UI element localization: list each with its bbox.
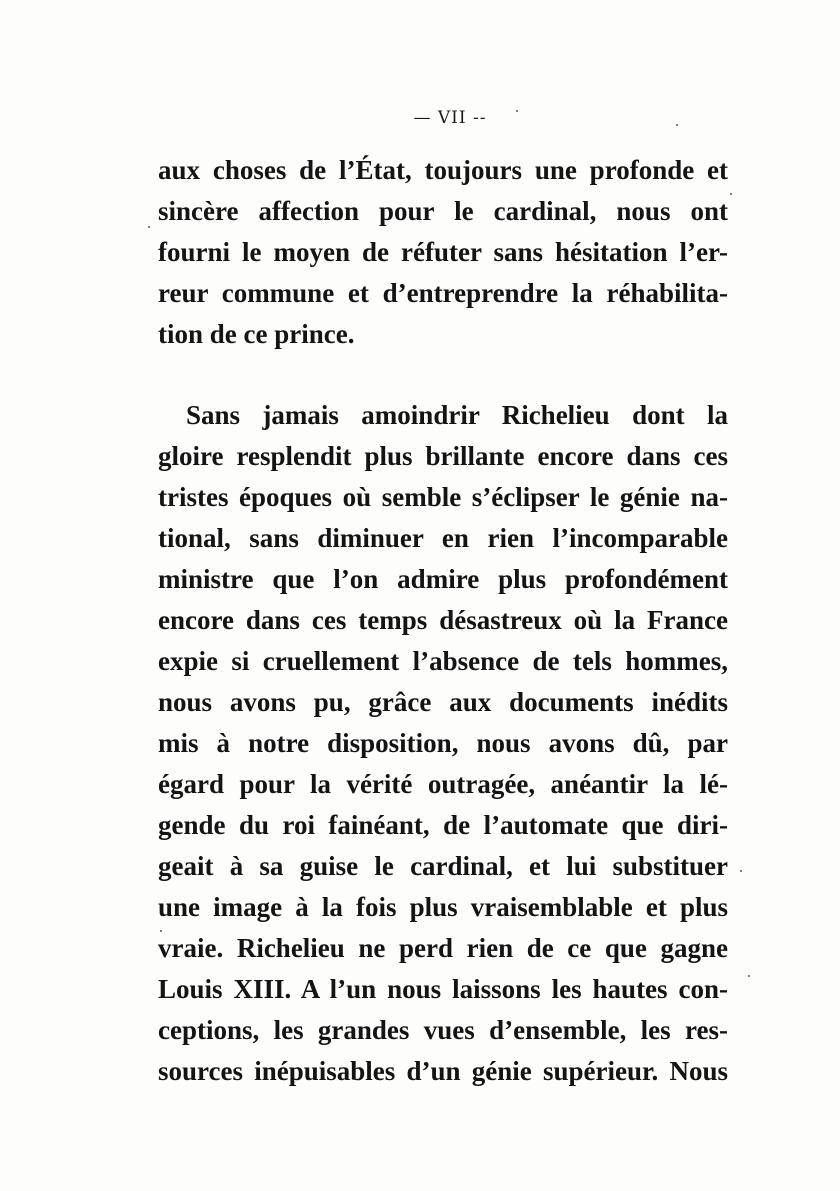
page-number: — VII --	[413, 108, 487, 128]
scan-speck	[516, 110, 518, 112]
text-line: une image à la fois plus vraisemblable et plus	[158, 892, 728, 922]
scan-speck	[740, 870, 742, 872]
paragraph-2	[158, 395, 728, 1092]
text-line: ceptions, les grandes vues d’ensemble, les res-	[158, 1015, 728, 1045]
text-line: aux choses de l’État, toujours une profonde et	[158, 155, 728, 185]
text-line: égard pour la vérité outragée, anéantir la lé-	[158, 769, 728, 799]
text-line: sincère affection pour le cardinal, nous ont	[158, 196, 728, 226]
text-line: expie si cruellement l’absence de tels hommes,	[158, 646, 728, 676]
text-line: geait à sa guise le cardinal, et lui substituer	[158, 851, 728, 881]
scan-speck	[730, 193, 732, 195]
scan-speck	[676, 124, 678, 126]
text-line: tion de ce prince.	[158, 319, 355, 349]
text-line: ministre que l’on admire plus profondément	[158, 564, 728, 594]
text-line: fourni le moyen de réfuter sans hésitation l’er-	[158, 237, 728, 267]
text-line: gende du roi fainéant, de l’automate que diri-	[158, 810, 728, 840]
scan-speck	[160, 930, 162, 932]
text-line: vraie. Richelieu ne perd rien de ce que gagne	[158, 933, 728, 963]
text-line: tional, sans diminuer en rien l’incomparable	[158, 523, 728, 553]
text-line: gloire resplendit plus brillante encore dans ces	[158, 441, 728, 471]
text-line: nous avons pu, grâce aux documents inédits	[158, 687, 728, 717]
text-line: encore dans ces temps désastreux où la France	[158, 605, 728, 635]
scan-speck	[148, 226, 150, 228]
text-line: mis à notre disposition, nous avons dû, par	[158, 728, 728, 758]
scan-speck	[748, 975, 750, 977]
text-line: tristes époques où semble s’éclipser le génie na-	[158, 482, 728, 512]
body-text	[158, 150, 728, 1092]
text-line: Louis XIII. A l’un nous laissons les hautes con-	[158, 974, 728, 1004]
paragraph-spacer	[158, 355, 728, 395]
paragraph-1	[158, 150, 728, 355]
text-line: reur commune et d’entreprendre la réhabilita-	[158, 278, 728, 308]
text-line: sources inépuisables d’un génie supérieur. Nous	[158, 1056, 728, 1086]
text-line: Sans jamais amoindrir Richelieu dont la	[186, 400, 728, 430]
